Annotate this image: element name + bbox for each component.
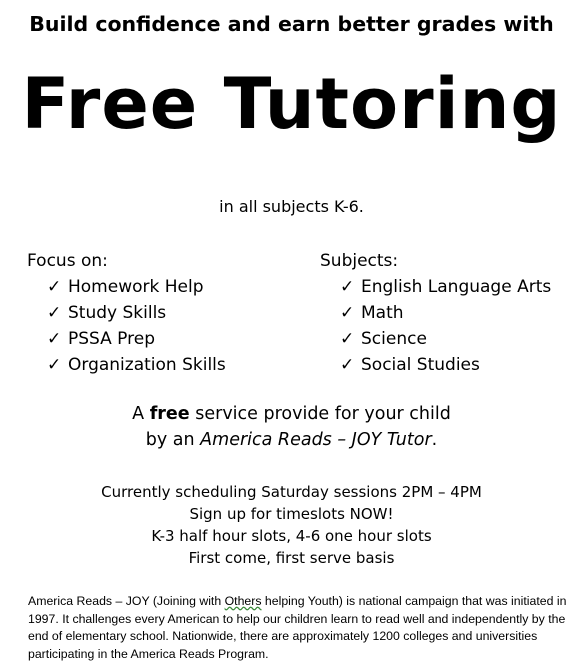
check-icon: ✓: [47, 355, 62, 375]
focus-heading: Focus on:: [27, 251, 108, 271]
subjects-column: [320, 248, 551, 378]
service-line2-prefix: by an: [145, 430, 201, 450]
list-item: [320, 300, 551, 326]
footnote-part-1: America Reads – JOY (Joining with: [28, 594, 225, 608]
subject-item-label: Social Studies: [361, 355, 480, 375]
list-item: [320, 274, 551, 300]
spellcheck-word: Others: [224, 594, 262, 608]
page-title: Free Tutoring: [21, 63, 562, 145]
check-icon: ✓: [340, 355, 355, 375]
list-item: [27, 274, 226, 300]
check-icon: ✓: [47, 277, 62, 297]
schedule-line: K-3 half hour slots, 4-6 one hour slots: [151, 527, 432, 545]
service-line-2: [0, 427, 583, 453]
schedule-line: Currently scheduling Saturday sessions 2PM – 4PM: [101, 483, 482, 501]
subject-item-label: Math: [361, 303, 404, 323]
service-suffix: service provide for your child: [189, 404, 451, 424]
schedule-line: First come, first serve basis: [188, 549, 395, 567]
schedule-info: [0, 481, 583, 569]
list-item: [27, 326, 226, 352]
focus-column: [27, 248, 226, 378]
program-description: [28, 593, 568, 663]
list-item: [27, 352, 226, 378]
list-item: [320, 352, 551, 378]
check-icon: ✓: [47, 303, 62, 323]
focus-item-label: Study Skills: [68, 303, 167, 323]
subject-item-label: English Language Arts: [361, 277, 552, 297]
focus-item-label: Organization Skills: [68, 355, 226, 375]
service-line2-suffix: .: [431, 430, 438, 450]
service-prefix: A: [132, 404, 150, 424]
check-icon: ✓: [47, 329, 62, 349]
schedule-line: Sign up for timeslots NOW!: [189, 505, 394, 523]
service-line-1: [0, 401, 583, 427]
check-icon: ✓: [340, 277, 355, 297]
free-emphasis: free: [149, 404, 190, 424]
service-statement: [0, 401, 583, 453]
focus-item-label: PSSA Prep: [68, 329, 156, 349]
subject-item-label: Science: [361, 329, 427, 349]
grade-range-line: in all subjects K-6.: [219, 197, 364, 216]
headline: Build confidence and earn better grades with: [29, 12, 554, 36]
focus-item-label: Homework Help: [68, 277, 204, 297]
org-name: America Reads – JOY Tutor: [200, 430, 432, 450]
list-item: [320, 326, 551, 352]
list-item: [27, 300, 226, 326]
subjects-list: [320, 274, 551, 378]
focus-list: [27, 274, 226, 378]
check-icon: ✓: [340, 303, 355, 323]
check-icon: ✓: [340, 329, 355, 349]
footnote-part-2: helping Youth) is national campaign that was initiated in 1997. It challenges every American to help our children learn to read well and independently by the end of elementary school. Nationwide, there are approximately 1200 colleges and universities participating in the America Reads Program.: [28, 594, 567, 661]
subjects-heading: Subjects:: [320, 251, 399, 271]
